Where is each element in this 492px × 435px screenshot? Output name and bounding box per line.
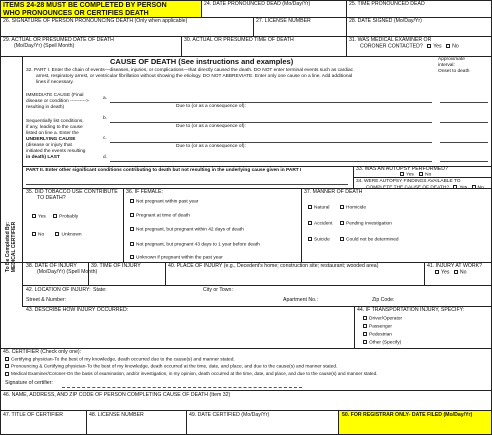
field-31-question: CORONER CONTACTED?: [360, 43, 423, 50]
street-label: Street & Number:: [26, 297, 67, 303]
divider: [181, 36, 182, 56]
seq-line5: (disease or injury that: [26, 142, 72, 148]
signature-line[interactable]: [62, 387, 302, 388]
signature-label: Signature of certifier:: [5, 380, 53, 386]
work-yes-label: Yes: [441, 269, 450, 276]
immediate-line3: resulting in death): [26, 104, 65, 110]
manner-pending-label: Pending Investigation: [346, 221, 392, 227]
field-27-label: 27. LICENSE NUMBER: [256, 18, 311, 24]
zip-label: Zip Code:: [372, 297, 395, 303]
autopsy-yes-checkbox[interactable]: [400, 172, 404, 176]
manner-undetermined-checkbox[interactable]: [340, 237, 344, 241]
female-opt-5-checkbox[interactable]: [130, 255, 134, 259]
field-26-label: 26. SIGNATURE OF PERSON PRONOUNCING DEATH (Only when applicable): [3, 18, 188, 24]
manner-natural-checkbox[interactable]: [308, 205, 312, 209]
field-25-label: 25. TIME PRONOUNCED DEAD: [349, 1, 425, 7]
seq-line6: initiated the events resulting: [26, 148, 86, 154]
female-opt-4-checkbox[interactable]: [130, 242, 134, 246]
field-39-label: 39. TIME OF INJURY: [91, 263, 141, 269]
tobacco-row2: [32, 232, 81, 238]
field-35-line2: TO DEATH?: [37, 194, 66, 201]
part1-instructions: [26, 68, 353, 87]
certifier-opt-3-label: Medical Examiner/Coroner-On the basis of examination, and/or investigation, in my opinion, death occurred at the time, date, and place, and due to the cause(s) and manner stated.: [11, 371, 378, 376]
sidebar-line1: To Be Completed By:: [5, 221, 11, 273]
header-instruction: [3, 2, 167, 17]
divider: [253, 17, 254, 36]
transport-opt-4-label: Other (Specify): [369, 340, 402, 346]
line-b-letter: b.: [103, 116, 108, 121]
transport-opt-3: [363, 332, 392, 338]
field-49-label: 49. DATE CERTIFIED (Mo/Day/Yr): [189, 412, 270, 418]
medical-certifier-sidebar: [0, 188, 22, 306]
divider: [346, 17, 347, 36]
female-opt-3-checkbox[interactable]: [130, 227, 134, 231]
tobacco-no-checkbox[interactable]: [32, 232, 36, 236]
autopsy-no-label: No: [425, 172, 432, 178]
transport-opt-4-checkbox[interactable]: [363, 340, 367, 344]
line-c-letter: c.: [103, 136, 107, 141]
me-no-checkbox[interactable]: [446, 44, 450, 48]
certifier-opt-1: [5, 357, 235, 363]
part2-line[interactable]: [26, 184, 348, 185]
manner-row1: [308, 205, 329, 211]
findings-yes-label: Yes: [459, 185, 468, 191]
findings-no-checkbox[interactable]: [472, 185, 476, 189]
certifier-opt-2-label: Pronouncing & Certifying physician-To the best of my knowledge, death occurred at the time, date, and place, and due to the cause(s) and manner stated.: [11, 364, 338, 370]
field-31-line2: [349, 44, 459, 50]
female-opt-2-checkbox[interactable]: [130, 213, 134, 217]
female-opt-3: [130, 227, 244, 233]
field-35-label: [26, 190, 118, 202]
female-opt-2-label: Pregnant at time of death: [136, 213, 190, 219]
me-yes-checkbox[interactable]: [427, 44, 431, 48]
field-41-line1: 41. INJURY AT WORK?: [427, 263, 482, 269]
autopsy-yes-label: Yes: [406, 172, 414, 178]
field-33-label: 33. WAS AN AUTOPSY PERFORMED?: [356, 166, 448, 172]
findings-no-label: No: [477, 185, 484, 191]
transport-opt-4: [363, 340, 401, 346]
sidebar-text: [5, 222, 17, 272]
me-no-label: No: [452, 43, 459, 50]
cause-title: CAUSE OF DEATH (See instructions and examples): [110, 57, 294, 66]
transport-opt-1: [363, 316, 402, 322]
manner-pending-checkbox[interactable]: [340, 221, 344, 225]
part2-text: [26, 168, 301, 174]
field-48-label: 48. LICENSE NUMBER: [89, 412, 144, 418]
female-opt-3-label: Not pregnant, but pregnant within 42 days of death: [136, 227, 244, 233]
tobacco-unknown-checkbox[interactable]: [55, 232, 59, 236]
tobacco-probably-checkbox[interactable]: [53, 214, 57, 218]
approx-line2: interval:: [438, 62, 455, 68]
transport-opt-3-label: Pedestrian: [369, 332, 392, 338]
seq-line1: Sequentially list conditions,: [26, 119, 84, 124]
manner-homicide-checkbox[interactable]: [340, 205, 344, 209]
field-34-line2: [356, 185, 484, 191]
divider: [22, 285, 492, 286]
tobacco-yes-checkbox[interactable]: [32, 214, 36, 218]
field-29-line1: 29. ACTUAL OR PRESUMED DATE OF DEATH: [3, 37, 114, 43]
female-opt-5-label: Unknown if pregnant within the past year: [136, 255, 223, 261]
divider: [186, 410, 187, 435]
female-opt-1-label: Not pregnant within past year: [136, 199, 199, 205]
city-label: City or Town:: [203, 287, 233, 293]
field-38-line1: 38. DATE OF INJURY: [26, 263, 77, 269]
divider: [201, 0, 202, 17]
certifier-opt-1-checkbox[interactable]: [5, 357, 9, 361]
manner-suicide-checkbox[interactable]: [308, 237, 312, 241]
manner-row3: [308, 237, 330, 243]
field-43-label: 43. DESCRIBE HOW INJURY OCCURRED:: [26, 307, 129, 313]
field-29-line2: (Mo/Day/Yr) (Spell Month): [14, 42, 75, 49]
due-to-c: Due to (or as a consequence of):: [176, 124, 246, 129]
field-44-label: 44. IF TRANSPORTATION INJURY, SPECIFY:: [357, 307, 465, 313]
field-36-label: 36. IF FEMALE:: [126, 189, 163, 195]
transport-opt-1-label: Driver/Operator: [369, 316, 403, 322]
female-opt-2: [130, 213, 190, 219]
divider: [165, 262, 166, 285]
work-yes-checkbox[interactable]: [435, 270, 439, 274]
immediate-line2: disease or condition ---------->: [26, 98, 89, 104]
field-38-line2: (Mo/Day/Yr) (Spell Month): [37, 268, 98, 275]
female-opt-4-label: Not pregnant, but pregnant 43 days to 1 year before death: [136, 242, 260, 248]
cause-line-c[interactable]: [110, 142, 432, 143]
field-24-label: 24. DATE PRONOUNCED DEAD (Mo/Day/Yr): [204, 1, 311, 7]
field-40-label: 40. PLACE OF INJURY (e.g., Decedent's home; construction site; restaurant; wooded area): [168, 263, 379, 269]
findings-yes-checkbox[interactable]: [453, 185, 457, 189]
certifier-opt-1-label: Certifying physician-To the best of my knowledge, death occurred due to the cause(s) and manner stated.: [11, 357, 235, 363]
tobacco-yes-label: Yes: [38, 214, 46, 220]
tobacco-probably-label: Probably: [59, 214, 79, 220]
transport-opt-1-checkbox[interactable]: [363, 316, 367, 320]
divider: [346, 36, 347, 56]
field-46-label: 46. NAME, ADDRESS, AND ZIP CODE OF PERSON COMPLETING CAUSE OF DEATH (Item 32): [3, 392, 231, 398]
seq-line2: if any, leading to the cause: [26, 124, 83, 130]
interval-line-b[interactable]: [440, 122, 488, 123]
manner-accident-label: Accident: [314, 221, 333, 227]
tobacco-row1: [32, 214, 78, 220]
field-35-line1: 35. DID TOBACCO USE CONTRIBUTE: [26, 189, 118, 195]
divider: [346, 0, 347, 17]
female-opt-1-checkbox[interactable]: [130, 199, 134, 203]
manner-undetermined: [340, 237, 399, 243]
female-opt-5: [130, 255, 223, 261]
field-28-label: 28. DATE SIGNED (Mo/Day/Yr): [349, 18, 422, 24]
manner-undetermined-label: Could not be determined: [346, 237, 399, 243]
line-a-letter: a.: [103, 96, 108, 101]
transport-opt-2-label: Passenger: [369, 324, 392, 330]
field-47-label: 47. TITLE OF CERTIFIER: [3, 412, 64, 418]
autopsy-no-checkbox[interactable]: [419, 172, 423, 176]
field-42-label: 42. LOCATION OF INJURY:: [26, 287, 91, 293]
manner-suicide-label: Suicide: [314, 237, 330, 243]
manner-homicide-label: Homicide: [346, 205, 366, 211]
part1-line1: 32. PART I. Enter the chain of events—diseases, injuries, or complications—that directly caused the death. DO NOT enter terminal events such as cardiac: [26, 68, 354, 73]
female-opt-4: [130, 242, 260, 248]
seq-line3: listed on line a. Enter the: [26, 130, 79, 136]
tobacco-no-label: No: [38, 232, 45, 238]
field-38-label: [26, 264, 97, 276]
part1-line3: lines if necessary.: [36, 80, 74, 86]
certifier-opt-3: [5, 371, 377, 376]
field-31-line1: 31. WAS MEDICAL EXAMINER OR: [349, 37, 432, 43]
due-to-b: Due to (or as a consequence of):: [176, 104, 246, 109]
field-41-label: [427, 264, 482, 276]
apartment-label: Apartment No.:: [283, 297, 318, 303]
header-instruction-line2: WHO PRONOUNCES OR CERTIFIES DEATH: [3, 9, 149, 17]
certifier-opt-3-checkbox[interactable]: [5, 372, 9, 376]
interval-line-c[interactable]: [440, 142, 488, 143]
field-31-label: [349, 38, 459, 50]
cause-line-d[interactable]: [110, 161, 432, 162]
field-30-label: 30. ACTUAL OR PRESUMED TIME OF DEATH: [184, 37, 294, 43]
work-no-label: No: [459, 269, 467, 276]
certifier-opt-2-checkbox[interactable]: [5, 364, 9, 368]
header-instruction-line1: ITEMS 24-28 MUST BE COMPLETED BY PERSON: [3, 2, 167, 9]
divider: [0, 390, 492, 391]
female-opt-1: [130, 199, 198, 205]
divider: [86, 410, 87, 435]
interval-line-d[interactable]: [440, 161, 488, 162]
immediate-line1: IMMEDIATE CAUSE (Final: [26, 93, 84, 98]
divider: [354, 306, 355, 348]
field-34-line1: 34. WERE AUTOPSY FINDINGS AVAILABLE TO: [356, 179, 461, 184]
field-34-label: [356, 179, 484, 191]
manner-homicide: [340, 205, 366, 211]
cause-line-b[interactable]: [110, 122, 432, 123]
field-29-label: [3, 38, 114, 50]
field-34-question: COMPLETE THE CAUSE OF DEATH?: [366, 185, 449, 191]
sidebar-line2: MEDICAL CERTIFIER: [11, 221, 17, 273]
seq-line4: UNDERLYING CAUSE: [26, 136, 76, 142]
part1-line2: arrest, respiratory arrest, or ventricular fibrillation without showing the etiology. DO NOT ABBREVIATE. Enter only one cause on a line. Add additional: [36, 74, 353, 80]
transport-opt-3-checkbox[interactable]: [363, 332, 367, 336]
certifier-opt-2: [5, 364, 337, 370]
work-no-checkbox[interactable]: [454, 270, 458, 274]
interval-line-a[interactable]: [440, 102, 488, 103]
field-50-label: 50. FOR REGISTRAR ONLY- DATE FILED (Mo/Day/Yr): [342, 412, 473, 418]
approx-line1: Approximate: [438, 57, 465, 62]
cause-line-a[interactable]: [110, 102, 432, 103]
transport-opt-2-checkbox[interactable]: [363, 324, 367, 328]
field-45-label: 45. CERTIFIER (Check only one):: [3, 349, 82, 355]
field-37-label: 37. MANNER OF DEATH: [304, 189, 363, 195]
sequential-label: [26, 119, 85, 161]
manner-pending: [340, 221, 392, 227]
field-41-options: [427, 270, 482, 276]
manner-accident-checkbox[interactable]: [308, 221, 312, 225]
due-to-d: Due to (or as a consequence of):: [176, 144, 246, 149]
approx-interval: [438, 57, 469, 75]
part2-label: PART II. Enter other significant conditions contributing to death but not resulting in the underlying cause given in PART I: [26, 168, 302, 173]
divider: [22, 56, 23, 306]
divider: [123, 188, 124, 262]
manner-row2: [308, 221, 332, 227]
state-label: State:: [93, 287, 107, 293]
autopsy-options: [400, 172, 431, 178]
immediate-cause-label: [26, 93, 89, 111]
divider: [301, 188, 302, 262]
me-yes-label: Yes: [433, 43, 442, 50]
tobacco-unknown-label: Unknown: [61, 232, 82, 238]
manner-natural-label: Natural: [314, 205, 330, 211]
divider: [424, 262, 425, 285]
seq-line7: in death) LAST: [26, 154, 60, 160]
line-d-letter: d.: [103, 155, 108, 160]
transport-opt-2: [363, 324, 392, 330]
approx-line3: Onset to death: [438, 68, 470, 74]
